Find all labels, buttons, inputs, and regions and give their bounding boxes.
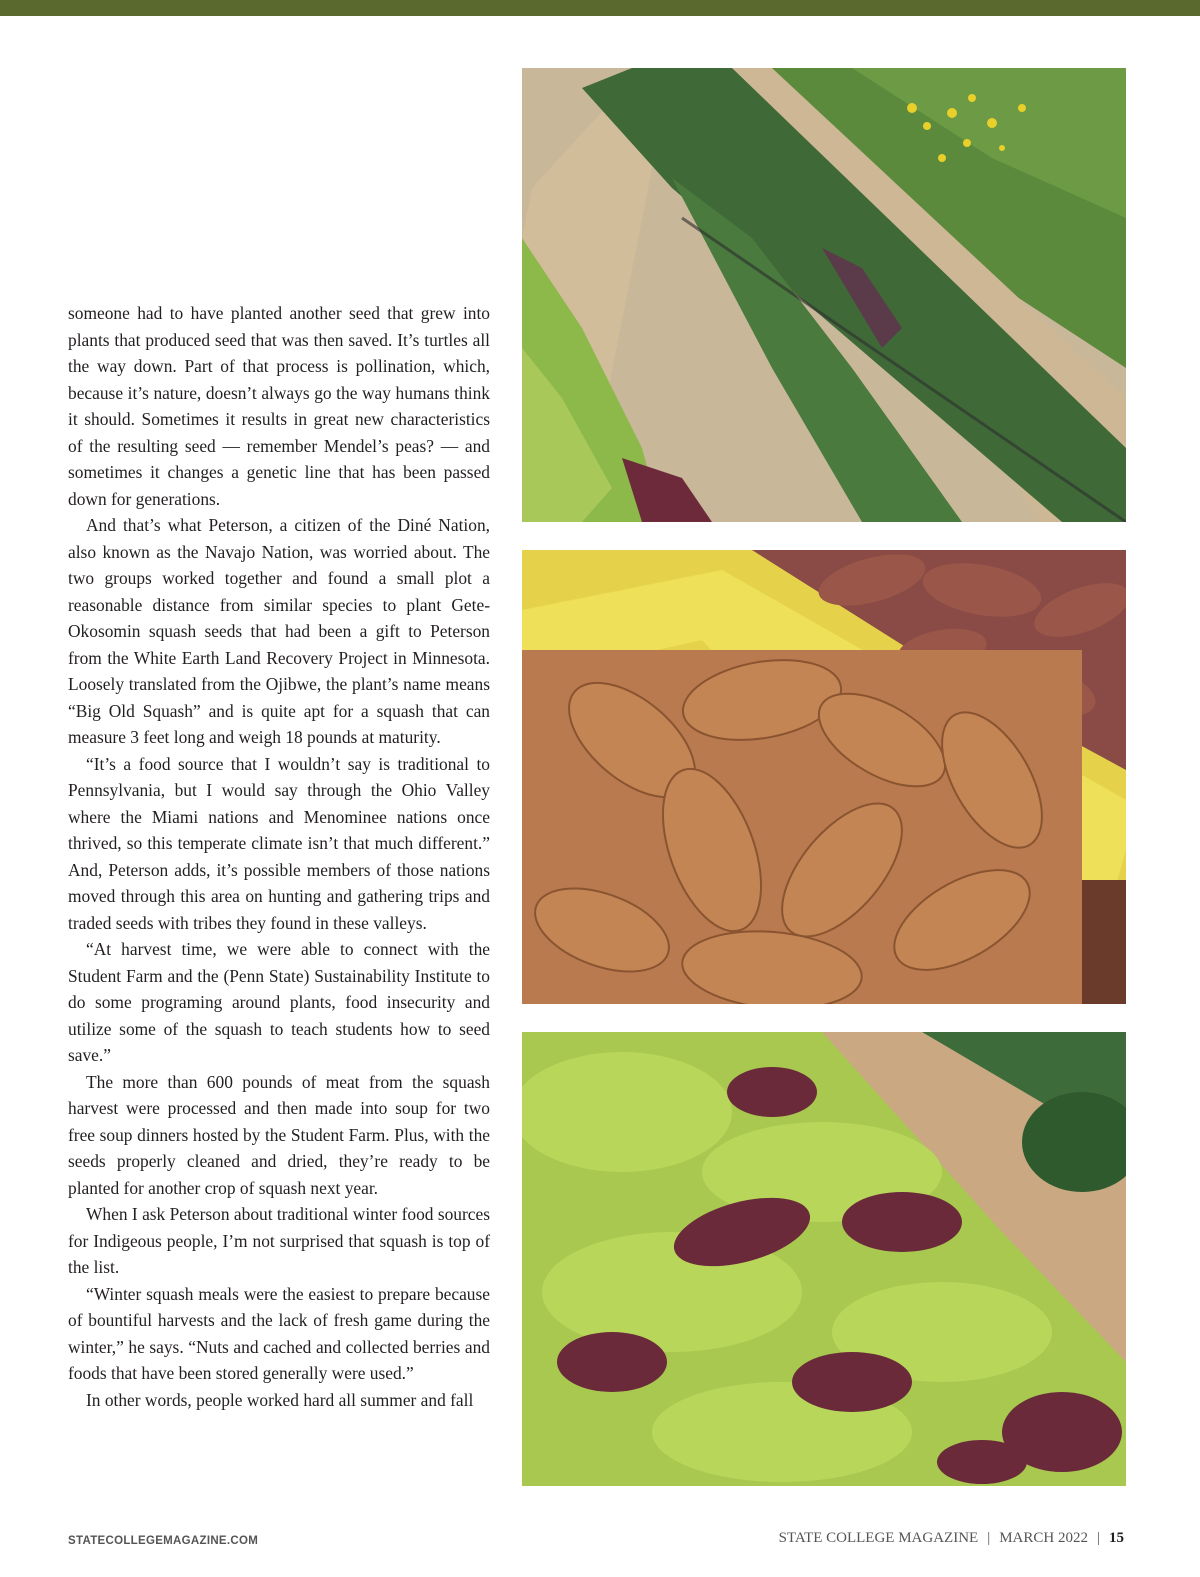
sweet-potatoes-photo <box>522 550 1126 1004</box>
article-paragraph: “It’s a food source that I wouldn’t say is traditional to Pennsylvania, but I would say through the Ohio Valley where the Miami nations and Menominee nations once thrived, so this temperate climate isn’t that much different.” And, Peterson adds, it’s possible members of those nations moved through this area on hunting and gathering trips and traded seeds with tribes they found in these valleys. <box>68 753 490 933</box>
footer-website: STATECOLLEGEMAGAZINE.COM <box>68 1535 259 1547</box>
article-body <box>68 300 490 1413</box>
page-number: 15 <box>1109 1530 1124 1546</box>
article-paragraph: The more than 600 pounds of meat from the squash harvest were processed and then made into soup for two free soup dinners hosted by the Student Farm. Plus, with the seeds properly cleaned and dried, they’re ready to be planted for another crop of squash next year. <box>68 1071 490 1198</box>
article-paragraph: In other words, people worked hard all summer and fall <box>86 1389 474 1410</box>
article-paragraph: someone had to have planted another seed that grew into plants that produced seed that was then saved. It’s turtles all the way down. Part of that process is pollination, which, because it’s nature, doesn’t always go the way humans think it should. Sometimes it results in great new characteristics of the resulting seed — remember Mendel’s peas? — and sometimes it changes a genetic line that has been passed down for generations. <box>68 303 490 509</box>
article-paragraph: “At harvest time, we were able to connect with the Student Farm and the (Penn State) Sustainability Institute to do some programing around plants, food insecurity and utilize some of the squash to teach students how to seed save.” <box>68 939 490 1065</box>
garden-rows-photo <box>522 68 1126 522</box>
footer-separator: | <box>987 1530 991 1546</box>
footer-magazine-name: STATE COLLEGE MAGAZINE <box>778 1530 979 1546</box>
lettuce-bed-photo <box>522 1032 1126 1486</box>
footer-separator: | <box>1096 1530 1100 1546</box>
article-paragraph: When I ask Peterson about traditional winter food sources for Indigeous people, I’m not surprised that squash is top of the list. <box>68 1204 490 1277</box>
footer-issue: MARCH 2022 <box>999 1530 1088 1546</box>
article-paragraph: And that’s what Peterson, a citizen of the Diné Nation, also known as the Navajo Nation, was worried about. The two groups worked together and found a small plot a reasonable distance from similar species to plant Gete-Okosomin squash seeds that had been a gift to Peterson from the White Earth Land Recovery Project in Minnesota. Loosely translated from the Ojibwe, the plant’s name means “Big Old Squash” and is quite apt for a squash that can measure 3 feet long and weigh 18 pounds at maturity. <box>68 515 490 747</box>
article-paragraph: “Winter squash meals were the easiest to prepare because of bountiful harvests and the lack of fresh game during the winter,” he says. “Nuts and cached and collected berries and foods that have been stored generally were used.” <box>68 1283 490 1383</box>
top-color-bar <box>0 0 1200 16</box>
footer-folio <box>779 1530 1124 1547</box>
